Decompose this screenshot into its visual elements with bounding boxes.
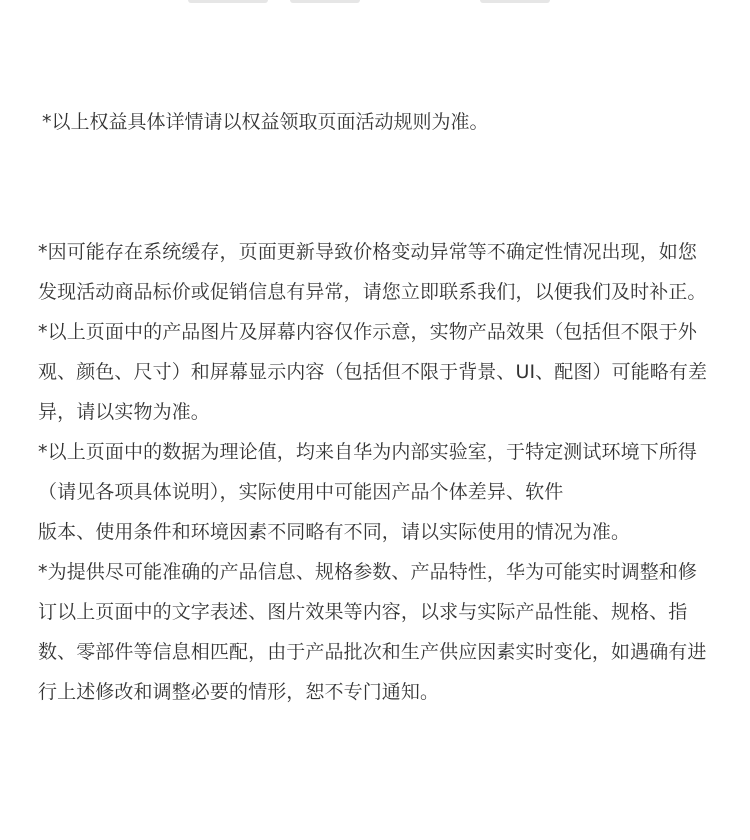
benefits-notice: *以上权益具体详情请以权益领取页面活动规则为准。	[42, 111, 489, 133]
disclaimer-cache-price: *因可能存在系统缓存，页面更新导致价格变动异常等不确定性情况出现，如您发现活动商品标价或促销信息有异常，请您立即联系我们，以便我们及时补正。	[38, 241, 707, 303]
disclaimer-lab-data-continued: 版本、使用条件和环境因素不同略有不同，请以实际使用的情况为准。	[38, 521, 631, 543]
disclaimer-image-illustration: *以上页面中的产品图片及屏幕内容仅作示意，实物产品效果（包括但不限于外观、颜色、尺寸）和屏幕显示内容（包括但不限于背景、UI、配图）可能略有差异，请以实物为准。	[38, 321, 708, 423]
disclaimer-lab-data: *以上页面中的数据为理论值，均来自华为内部实验室，于特定测试环境下所得（请见各项具体说明），实际使用中可能因产品个体差异、软件	[38, 441, 698, 503]
disclaimer-content-revision: *为提供尽可能准确的产品信息、规格参数、产品特性，华为可能实时调整和修订以上页面中的文字表述、图片效果等内容，以求与实际产品性能、规格、指数、零部件等信息相匹配，由于产品批次和生产供应因素实时变化，如遇确有进行上述修改和调整必要的情形，恕不专门通知。	[38, 561, 707, 703]
disclaimer-block	[38, 232, 712, 712]
cropped-top-content	[180, 0, 560, 6]
